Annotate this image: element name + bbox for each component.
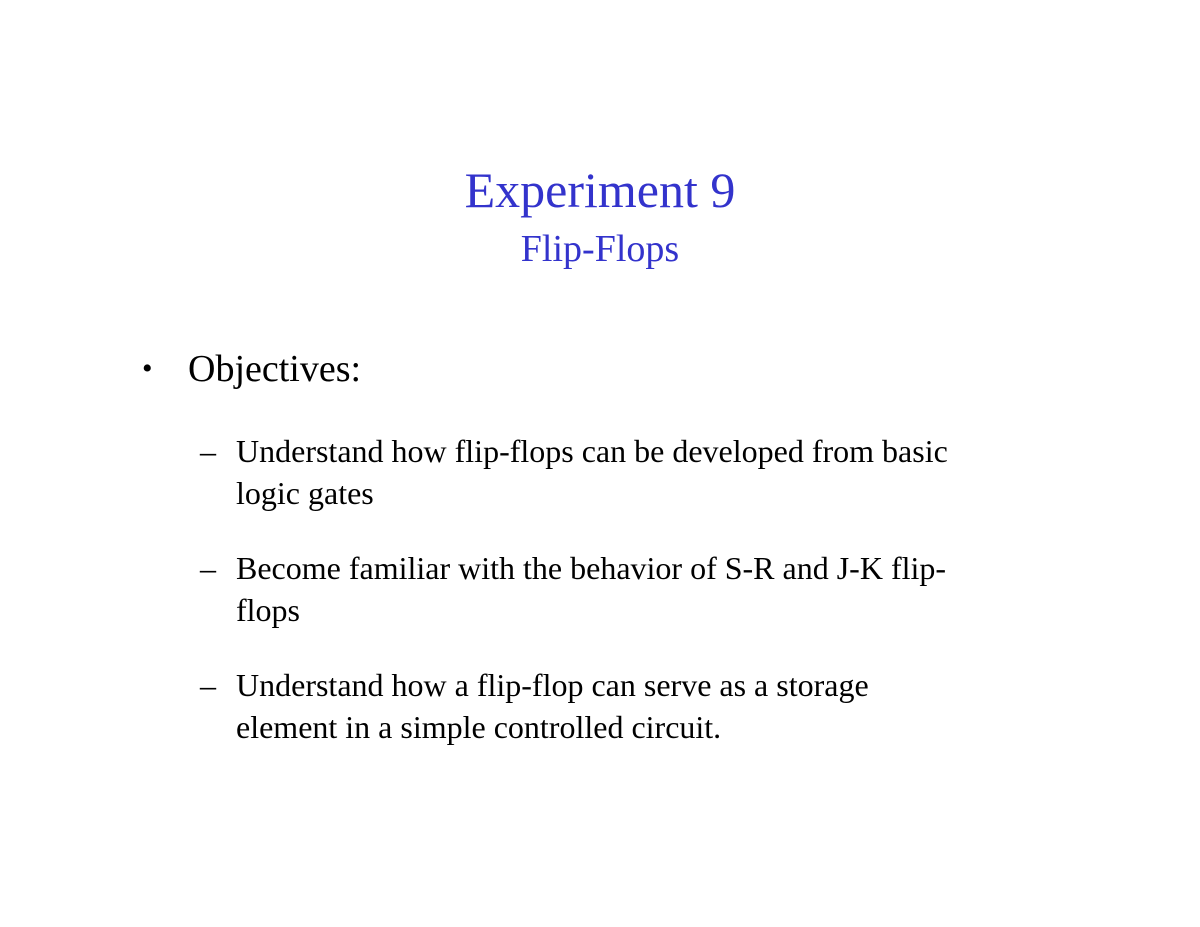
list-item-text: Understand how flip-flops can be developed from basic logic gates bbox=[236, 433, 948, 511]
list-item bbox=[200, 664, 1080, 748]
list-item bbox=[200, 547, 1080, 631]
list-item-text: Understand how a flip-flop can serve as a storage element in a simple controlled circuit. bbox=[236, 667, 869, 745]
list-item-text: Become familiar with the behavior of S-R and J-K flip- flops bbox=[236, 550, 947, 628]
objectives-label: Objectives: bbox=[188, 348, 362, 390]
objectives-list bbox=[200, 430, 1080, 781]
dash-marker: – bbox=[200, 433, 216, 469]
objectives-bullet bbox=[142, 344, 361, 394]
list-item bbox=[200, 430, 1080, 514]
slide-subtitle: Flip-Flops bbox=[520, 228, 680, 270]
bullet-marker: • bbox=[142, 352, 153, 385]
slide-title: Experiment 9 bbox=[464, 162, 736, 218]
dash-marker: – bbox=[200, 550, 216, 586]
dash-marker: – bbox=[200, 667, 216, 703]
